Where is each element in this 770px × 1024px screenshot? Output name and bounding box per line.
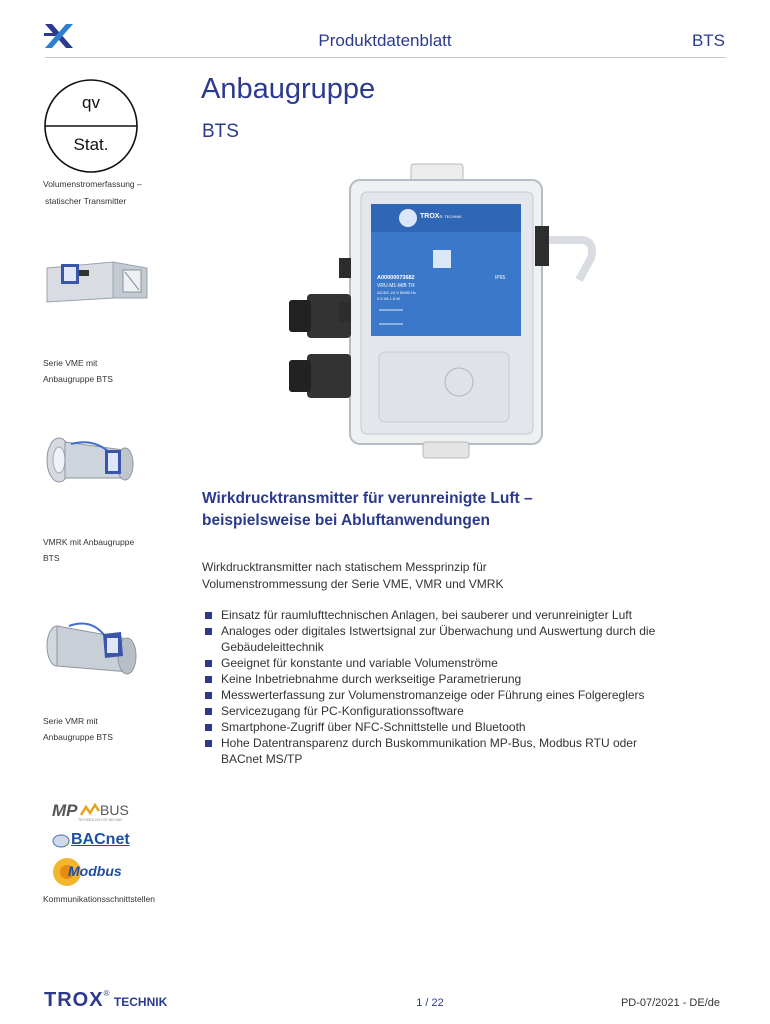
header-divider [45,57,726,58]
bullet-square-icon [205,628,212,635]
list-item: Hohe Datentransparenz durch Buskommunikation MP-Bus, Modbus RTU oder BACnet MS/TP [204,735,684,767]
list-item: Keine Inbetriebnahme durch werkseitige Parametrierung [204,671,684,687]
bacnet-logo: BACnet [52,830,142,852]
vme-caption: Serie VME mit Anbaugruppe BTS [43,358,113,384]
symbol-bottom-text: Stat. [73,135,109,154]
list-item: Analoges oder digitales Istwertsignal zur Überwachung und Auswertung durch die Gebäudeleittechnik [204,623,684,655]
section-heading: Wirkdrucktransmitter für verunreinigte Luft – beispielsweise bei Abluftanwendungen [202,490,533,529]
product-code: BTS [691,31,725,50]
document-reference: PD-07/2021 - DE/de [620,997,720,1009]
device-spec-2: 2.5 VA 1.5 W [377,296,401,301]
bullet-square-icon [205,708,212,715]
bullet-square-icon [205,692,212,699]
device-model: VRU-M1-M/B TR [377,283,415,289]
vmrk-product-image [43,432,143,490]
device-order-number: A00000073682 [377,275,415,281]
bullet-square-icon [205,740,212,747]
page-title: Anbaugruppe [201,73,376,105]
bullet-square-icon [205,612,212,619]
list-item: Servicezugang für PC-Konfigurationssoftware [204,703,684,719]
feature-list [204,607,684,767]
page-subtitle: BTS [202,121,239,142]
bullet-square-icon [205,660,212,667]
device-ip-rating: IP65 [495,275,506,281]
bullet-square-icon [205,676,212,683]
page-number: 1 / 22 [416,997,444,1009]
mpbus-logo: MP BUS TECHNOLOGY BY BELIMO [52,801,129,822]
device-brand: TROX® TECHNIK [420,213,462,220]
footer-brand-logo[interactable]: TROX® TECHNIK [44,989,168,1011]
vmr-product-image [43,612,143,684]
device-spec-1: AC/DC 24 V 50/60 Hz [377,290,416,295]
list-item: Messwerterfassung zur Volumenstromanzeige oder Führung eines Folgereglers [204,687,684,703]
vmrk-caption: VMRK mit Anbaugruppe BTS [43,537,135,563]
document-type: Produktdatenblatt [318,31,452,50]
interfaces-caption: Kommunikationsschnittstellen [43,894,155,904]
list-item: Einsatz für raumlufttechnischen Anlagen, bei sauberer und verunreinigter Luft [204,607,684,623]
list-item: Smartphone-Zugriff über NFC-Schnittstelle und Bluetooth [204,719,684,735]
volume-flow-symbol [43,78,139,174]
list-item: Geeignet für konstante und variable Volumenströme [204,655,684,671]
bts-product-image [283,162,603,478]
symbol-top-text: qv [82,93,100,112]
vmr-caption: Serie VMR mit Anbaugruppe BTS [43,716,113,742]
symbol-caption: Volumenstromerfassung – statischer Transmitter [43,179,142,206]
modbus-logo: Modbus [52,856,142,888]
bullet-square-icon [205,724,212,731]
intro-text: Wirkdrucktransmitter nach statischem Messprinzip für Volumenstrommessung der Serie VME, VMR und VMRK [202,560,504,591]
vme-product-image [43,258,151,304]
